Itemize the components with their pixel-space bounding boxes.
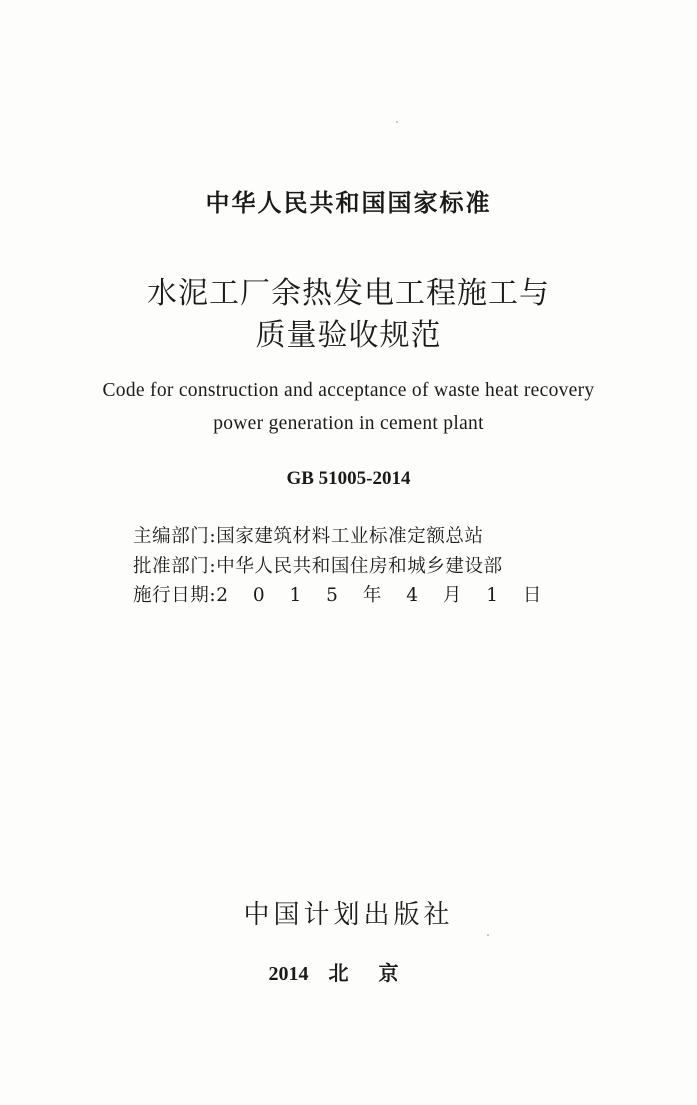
standard-series: 中华人民共和国国家标准 — [205, 189, 492, 217]
scan-speck — [396, 121, 398, 123]
publisher: 中国计划出版社 — [243, 900, 454, 930]
editor-line — [133, 522, 484, 548]
approver-label: 批准部门: — [133, 556, 217, 577]
approver-line — [133, 552, 503, 578]
title-line-1: 水泥工厂余热发电工程施工与 — [147, 276, 550, 311]
title-line-2: 质量验收规范 — [255, 318, 442, 353]
date-value: 2 0 1 5 年 4 月 1 日 — [216, 585, 551, 606]
approver-value: 中华人民共和国住房和城乡建设部 — [216, 556, 503, 577]
date-label: 施行日期: — [133, 585, 217, 606]
scan-speck — [487, 934, 489, 936]
publication-city: 北京 — [328, 961, 429, 985]
publication-place — [0, 957, 697, 986]
editor-label: 主编部门: — [133, 526, 217, 547]
effective-date-line — [133, 581, 551, 607]
english-title-line-1: Code for construction and acceptance of waste heat recovery — [102, 380, 595, 401]
english-title-line-2: power generation in cement plant — [213, 413, 484, 434]
standard-code: GB 51005-2014 — [286, 468, 411, 489]
editor-value: 国家建筑材料工业标准定额总站 — [216, 526, 484, 547]
publication-year: 2014 — [268, 963, 309, 985]
